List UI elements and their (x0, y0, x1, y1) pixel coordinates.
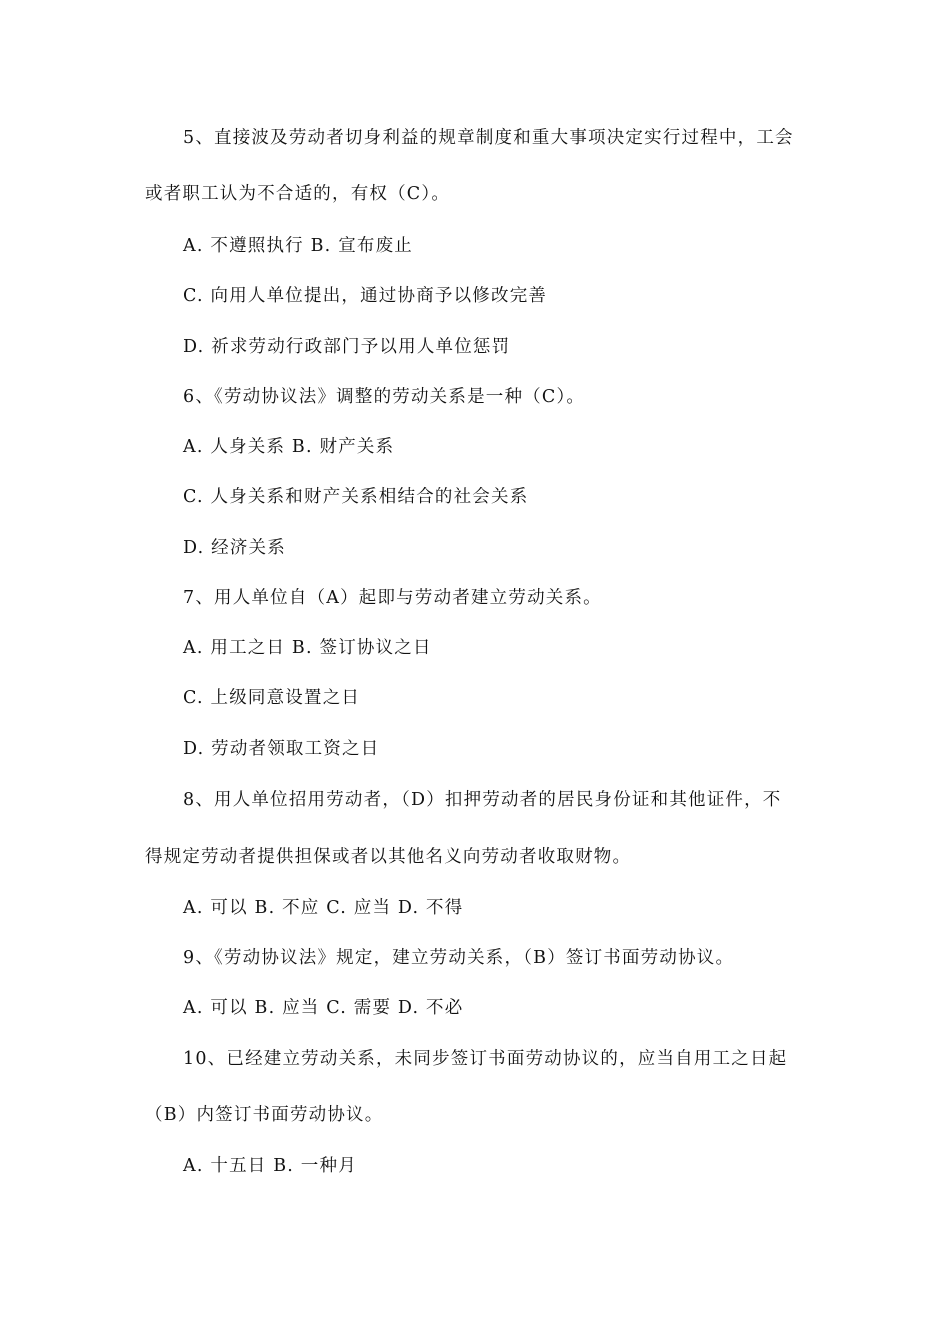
question-6-option-d: D. 经济关系 (183, 538, 286, 558)
question-5-option-c: C. 向用人单位提出，通过协商予以修改完善 (183, 286, 548, 306)
question-5-text-line-2: 或者职工认为不合适的，有权（C）。 (145, 184, 451, 204)
question-6-text: 6、《劳动协议法》调整的劳动关系是一种（C）。 (183, 387, 586, 407)
question-8-options: A. 可以 B. 不应 C. 应当 D. 不得 (183, 898, 464, 918)
question-6-options-ab: A. 人身关系 B. 财产关系 (183, 437, 395, 457)
question-5-options-ab: A. 不遵照执行 B. 宣布废止 (183, 236, 414, 256)
question-10-options: A. 十五日 B. 一种月 (183, 1156, 357, 1176)
question-7-option-d: D. 劳动者领取工资之日 (183, 739, 380, 759)
question-7-text: 7、用人单位自（A）起即与劳动者建立劳动关系。 (183, 588, 602, 608)
question-6-option-c: C. 人身关系和财产关系相结合的社会关系 (183, 487, 529, 507)
question-9-options: A. 可以 B. 应当 C. 需要 D. 不必 (183, 998, 464, 1018)
question-8-text-line-2: 得规定劳动者提供担保或者以其他名义向劳动者收取财物。 (145, 847, 632, 867)
question-10-text-line-1: 10、已经建立劳动关系，未同步签订书面劳动协议的，应当自用工之日起 (183, 1049, 788, 1069)
question-5-option-d: D. 祈求劳动行政部门予以用人单位惩罚 (183, 337, 511, 357)
question-9-text: 9、《劳动协议法》规定，建立劳动关系，（B）签订书面劳动协议。 (183, 948, 735, 968)
question-7-options-ab: A. 用工之日 B. 签订协议之日 (183, 638, 432, 658)
question-8-text-line-1: 8、用人单位招用劳动者，（D）扣押劳动者的居民身份证和其他证件，不 (183, 790, 782, 810)
question-5-text-line-1: 5、直接波及劳动者切身利益的规章制度和重大事项决定实行过程中，工会 (183, 128, 794, 148)
question-7-option-c: C. 上级同意设置之日 (183, 688, 361, 708)
question-10-text-line-2: （B）内签订书面劳动协议。 (145, 1105, 384, 1125)
